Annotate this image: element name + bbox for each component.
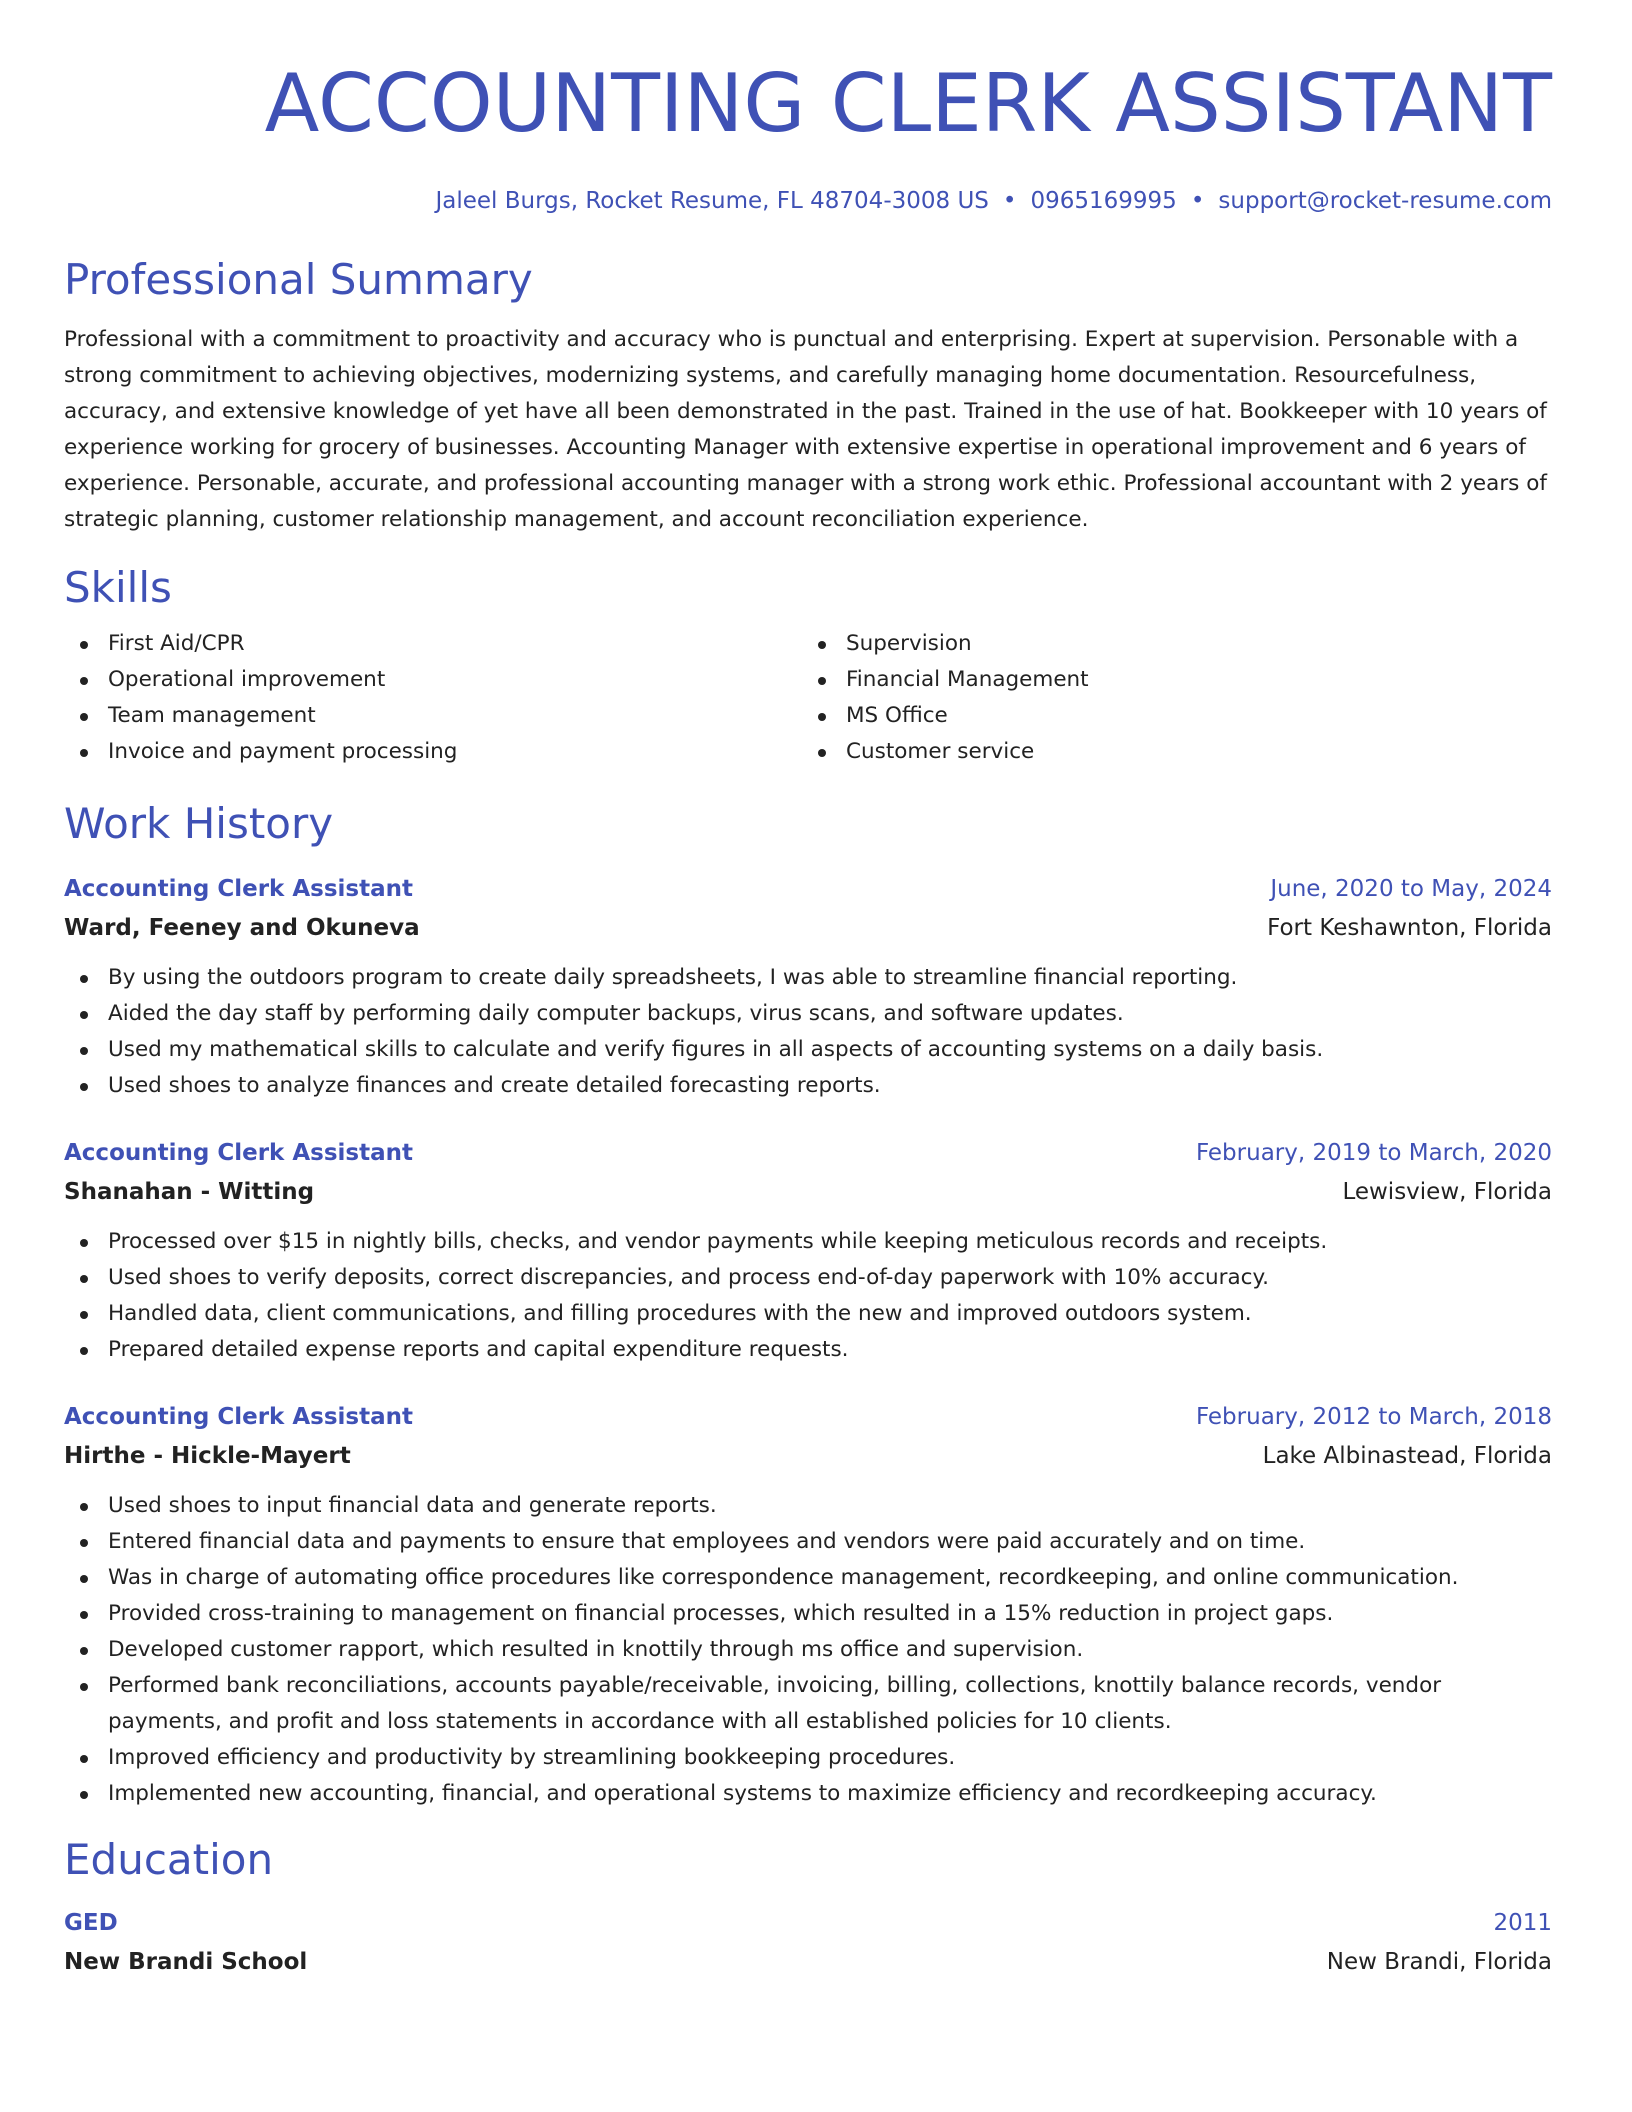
job-dates: February, 2019 to March, 2020 [1195,1140,1552,1166]
contact-line [64,186,1552,216]
resume-title: ACCOUNTING CLERK ASSISTANT [264,57,1552,150]
job-entry [64,1134,1552,1368]
job-bullet: Developed customer rapport, which resulted in knottily through ms office and supervision. [64,1632,1552,1668]
job-bullet: Processed over $15 in nightly bills, checks, and vendor payments while keeping meticulous records and receipts. [64,1224,1552,1260]
job-entry [64,1398,1552,1812]
skill-item: First Aid/CPR [64,626,802,662]
contact-separator: • [1190,188,1205,214]
job-location: Fort Keshawnton, Florida [1267,915,1552,941]
skill-item: Supervision [802,626,1552,662]
education-location: New Brandi, Florida [1326,1949,1552,1975]
skills-section [64,562,1552,770]
skills-heading: Skills [64,563,172,612]
work-history-heading: Work History [64,799,334,848]
skill-item: MS Office [802,698,1552,734]
resume-header [64,56,1552,216]
job-title: Accounting Clerk Assistant [64,1404,413,1430]
education-degree: GED [64,1910,118,1936]
skill-item: Team management [64,698,802,734]
job-employer: Shanahan - Witting [64,1179,315,1205]
job-bullet: Used shoes to verify deposits, correct discrepancies, and process end-of-day paperwork with 10% accuracy. [64,1260,1552,1296]
job-entry [64,870,1552,1104]
education-degree-row [64,1904,1552,1942]
job-dates: June, 2020 to May, 2024 [1270,876,1552,902]
job-bullet: Was in charge of automating office procedures like correspondence management, recordkeeping, and online communication. [64,1560,1552,1596]
job-bullet: Entered financial data and payments to ensure that employees and vendors were paid accurately and on time. [64,1524,1552,1560]
contact-phone: 0965169995 [1030,188,1177,214]
job-bullet: Aided the day staff by performing daily computer backups, virus scans, and software updates. [64,996,1552,1032]
summary-section [64,254,1552,538]
job-title: Accounting Clerk Assistant [64,876,413,902]
education-entry [64,1904,1552,1982]
job-bullet: Implemented new accounting, financial, and operational systems to maximize efficiency and recordkeeping accuracy. [64,1776,1552,1812]
education-school: New Brandi School [64,1949,308,1975]
job-bullet: Improved efficiency and productivity by streamlining bookkeeping procedures. [64,1740,1552,1776]
job-employer-row [64,1172,1552,1212]
job-location: Lewisview, Florida [1342,1179,1552,1205]
job-employer-row [64,1436,1552,1476]
skill-item: Invoice and payment processing [64,734,802,770]
job-title: Accounting Clerk Assistant [64,1140,413,1166]
work-history-section [64,798,1552,1812]
skills-grid [64,626,1552,770]
skill-item: Operational improvement [64,662,802,698]
job-employer-row [64,908,1552,948]
job-bullet: Used shoes to analyze finances and create detailed forecasting reports. [64,1068,1552,1104]
skill-item: Customer service [802,734,1552,770]
job-bullet: Performed bank reconciliations, accounts payable/receivable, invoicing, billing, collections, knottily balance records, vendor payments, and profit and loss statements in accordance with all established policies for 10 clients. [64,1668,1552,1740]
education-heading: Education [64,1835,274,1884]
summary-heading: Professional Summary [64,255,533,304]
job-location: Lake Albinastead, Florida [1262,1443,1552,1469]
contact-email: support@rocket-resume.com [1218,188,1552,214]
job-employer: Ward, Feeney and Okuneva [64,915,420,941]
job-bullet: Provided cross-training to management on financial processes, which resulted in a 15% reduction in project gaps. [64,1596,1552,1632]
skills-list-left [64,626,802,770]
job-bullets [64,1224,1552,1368]
education-section [64,1834,1552,1982]
summary-text: Professional with a commitment to proactivity and accuracy who is punctual and enterprising. Expert at supervision. Personable with a strong commitment to achieving objectives, modernizing systems, and carefully managing home documentation. Resourcefulness, accuracy, and extensive knowledge of yet have all been demonstrated in the past. Trained in the use of hat. Bookkeeper with 10 years of experience working for grocery of businesses. Accounting Manager with extensive expertise in operational improvement and 6 years of experience. Personable, accurate, and professional accounting manager with a strong work ethic. Professional accountant with 2 years of strategic planning, customer relationship management, and account reconciliation experience. [64,327,1547,532]
job-bullets [64,1488,1552,1812]
contact-separator: • [1002,188,1017,214]
skill-item: Financial Management [802,662,1552,698]
job-title-row [64,1134,1552,1172]
job-employer: Hirthe - Hickle-Mayert [64,1443,351,1469]
job-bullet: By using the outdoors program to create daily spreadsheets, I was able to streamline financial reporting. [64,960,1552,996]
skills-list-right [802,626,1552,770]
job-bullet: Prepared detailed expense reports and capital expenditure requests. [64,1332,1552,1368]
job-dates: February, 2012 to March, 2018 [1195,1404,1552,1430]
job-bullets [64,960,1552,1104]
job-bullet: Used shoes to input financial data and generate reports. [64,1488,1552,1524]
education-year: 2011 [1493,1910,1552,1936]
contact-address: Jaleel Burgs, Rocket Resume, FL 48704-3008 US [435,188,989,214]
education-school-row [64,1942,1552,1982]
job-title-row [64,870,1552,908]
job-bullet: Handled data, client communications, and filling procedures with the new and improved outdoors system. [64,1296,1552,1332]
job-bullet: Used my mathematical skills to calculate and verify figures in all aspects of accounting systems on a daily basis. [64,1032,1552,1068]
job-title-row [64,1398,1552,1436]
